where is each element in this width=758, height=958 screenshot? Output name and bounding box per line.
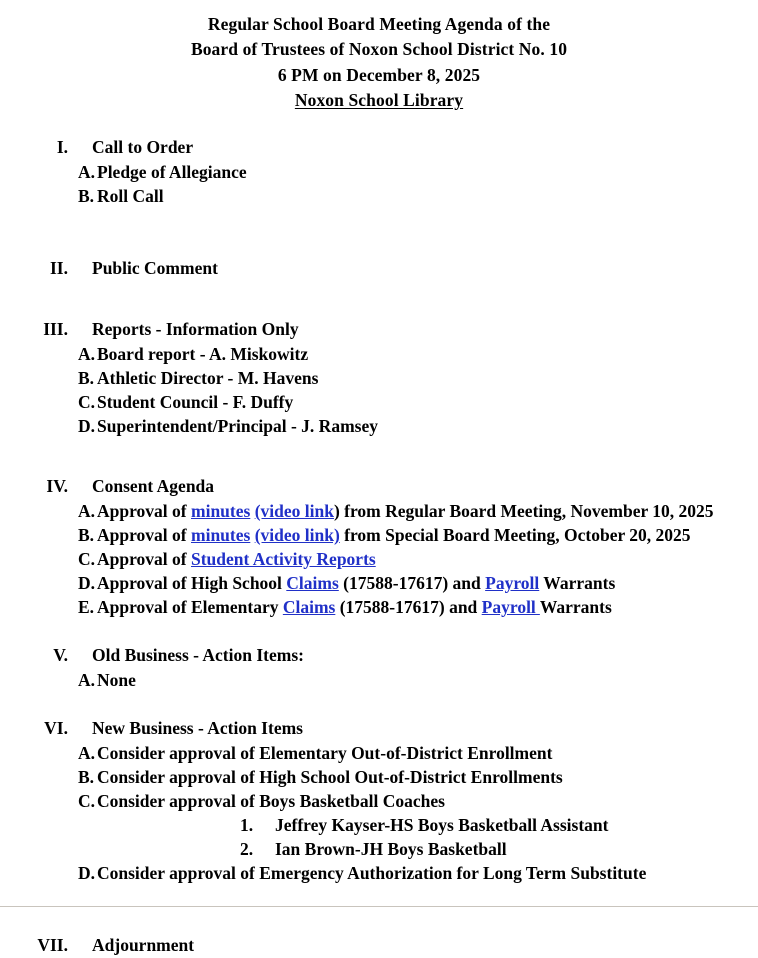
link-claims-high-school[interactable]: Claims [286,573,339,594]
item-iv-d [0,571,758,595]
roman-numeral-vi: VI. [44,718,68,739]
section-consent-agenda [0,474,758,619]
section-heading-iv [0,474,758,499]
roman-numeral-vii: VII. [37,935,68,956]
link-minutes-november[interactable]: minutes [191,501,251,522]
link-video-november[interactable]: (video link [254,501,334,522]
section-public-comment [0,256,758,281]
item-i-b-letter: B. [78,186,95,207]
item-iv-d-mid: (17588-17617) and [338,573,486,594]
item-iii-c [0,390,758,414]
item-iv-c-prefix: Approval of [97,549,191,570]
item-vi-c-2-marker: 2. [240,839,254,860]
section-adjournment [0,933,758,958]
item-iv-d-letter: D. [78,573,96,594]
item-i-b-text: Roll Call [97,186,164,207]
header-line-1: Regular School Board Meeting Agenda of the [207,14,551,34]
link-claims-elementary[interactable]: Claims [282,597,336,618]
item-vi-c-letter: C. [78,791,96,812]
link-student-activity-reports[interactable]: Student Activity Reports [191,549,376,570]
item-iii-c-text: Student Council - F. Duffy [97,392,294,413]
page-bottom-rule [0,906,758,907]
item-vi-d-text: Consider approval of Emergency Authorization for Long Term Substitute [97,863,647,884]
item-vi-c-1-marker: 1. [240,815,254,836]
item-iv-a-mid: ) from Regular Board Meeting, November 10, 2025 [333,501,714,522]
section-title-iii: Reports - Information Only [92,319,299,340]
roman-numeral-iii: III. [43,319,68,340]
section-heading-v [0,643,758,668]
link-minutes-october[interactable]: minutes [191,525,251,546]
section-title-vii: Adjournment [92,935,195,956]
item-vi-c [0,789,758,813]
section-heading-vii [0,933,758,958]
item-iv-b-mid: from Special Board Meeting, October 20, 2025 [339,525,691,546]
section-title-ii: Public Comment [92,258,218,279]
item-iv-c [0,547,758,571]
item-iv-b-letter: B. [78,525,95,546]
item-iv-a-prefix: Approval of [97,501,191,522]
item-iv-e-prefix: Approval of Elementary [97,597,283,618]
item-iv-b-prefix: Approval of [97,525,191,546]
section-heading-iii [0,317,758,342]
item-iv-a-letter: A. [78,501,96,522]
item-vi-d [0,861,758,885]
section-new-business [0,716,758,885]
item-vi-a-text: Consider approval of Elementary Out-of-District Enrollment [97,743,553,764]
item-vi-c-2 [0,837,758,861]
section-call-to-order [0,135,758,208]
roman-numeral-i: I. [56,137,68,158]
item-vi-b-text: Consider approval of High School Out-of-District Enrollments [97,767,563,788]
item-iii-a-letter: A. [78,344,96,365]
item-iii-a-text: Board report - A. Miskowitz [97,344,309,365]
item-iv-e-mid: (17588-17617) and [335,597,482,618]
item-iii-b-letter: B. [78,368,95,389]
section-title-vi: New Business - Action Items [92,718,303,739]
item-iii-b-text: Athletic Director - M. Havens [97,368,319,389]
item-i-a-text: Pledge of Allegiance [97,162,247,183]
item-vi-a-letter: A. [78,743,96,764]
document-header [0,0,758,113]
item-iv-e [0,595,758,619]
item-i-b [0,184,758,208]
section-title-iv: Consent Agenda [92,476,215,497]
item-iv-a [0,499,758,523]
agenda-body [0,135,758,958]
link-payroll-high-school[interactable]: Payroll [485,573,540,594]
item-vi-b-letter: B. [78,767,95,788]
item-iv-d-prefix: Approval of High School [97,573,287,594]
item-i-a-letter: A. [78,162,96,183]
roman-numeral-iv: IV. [46,476,68,497]
item-iii-b [0,366,758,390]
item-iii-d-text: Superintendent/Principal - J. Ramsey [97,416,378,437]
item-v-a-letter: A. [78,670,96,691]
item-iv-c-letter: C. [78,549,96,570]
item-iv-e-suffix: Warrants [539,597,612,618]
section-reports [0,317,758,438]
item-iii-a [0,342,758,366]
item-iii-d-letter: D. [78,416,96,437]
header-line-3: 6 PM on December 8, 2025 [277,64,481,85]
item-iv-b [0,523,758,547]
item-vi-c-text: Consider approval of Boys Basketball Coaches [97,791,445,812]
item-v-a-text: None [97,670,136,691]
item-iv-e-letter: E. [78,597,95,618]
link-video-october[interactable]: (video link) [254,525,340,546]
header-location: Noxon School Library [294,89,464,110]
roman-numeral-ii: II. [50,258,68,279]
item-vi-c-1-text: Jeffrey Kayser-HS Boys Basketball Assistant [275,815,609,836]
section-title-v: Old Business - Action Items: [92,645,304,666]
item-vi-c-2-text: Ian Brown-JH Boys Basketball [275,839,507,860]
roman-numeral-v: V. [53,645,68,666]
item-vi-b [0,765,758,789]
section-heading-ii [0,256,758,281]
item-iii-d [0,414,758,438]
item-vi-c-1 [0,813,758,837]
header-line-2: Board of Trustees of Noxon School District No. 10 [190,39,568,60]
section-old-business [0,643,758,692]
item-vi-d-letter: D. [78,863,96,884]
link-payroll-elementary[interactable]: Payroll [481,597,540,618]
section-title-i: Call to Order [92,137,194,158]
item-iv-d-suffix: Warrants [539,573,616,594]
item-v-a [0,668,758,692]
item-iii-c-letter: C. [78,392,96,413]
item-i-a [0,160,758,184]
section-heading-vi [0,716,758,741]
section-heading-i [0,135,758,160]
item-vi-a [0,741,758,765]
